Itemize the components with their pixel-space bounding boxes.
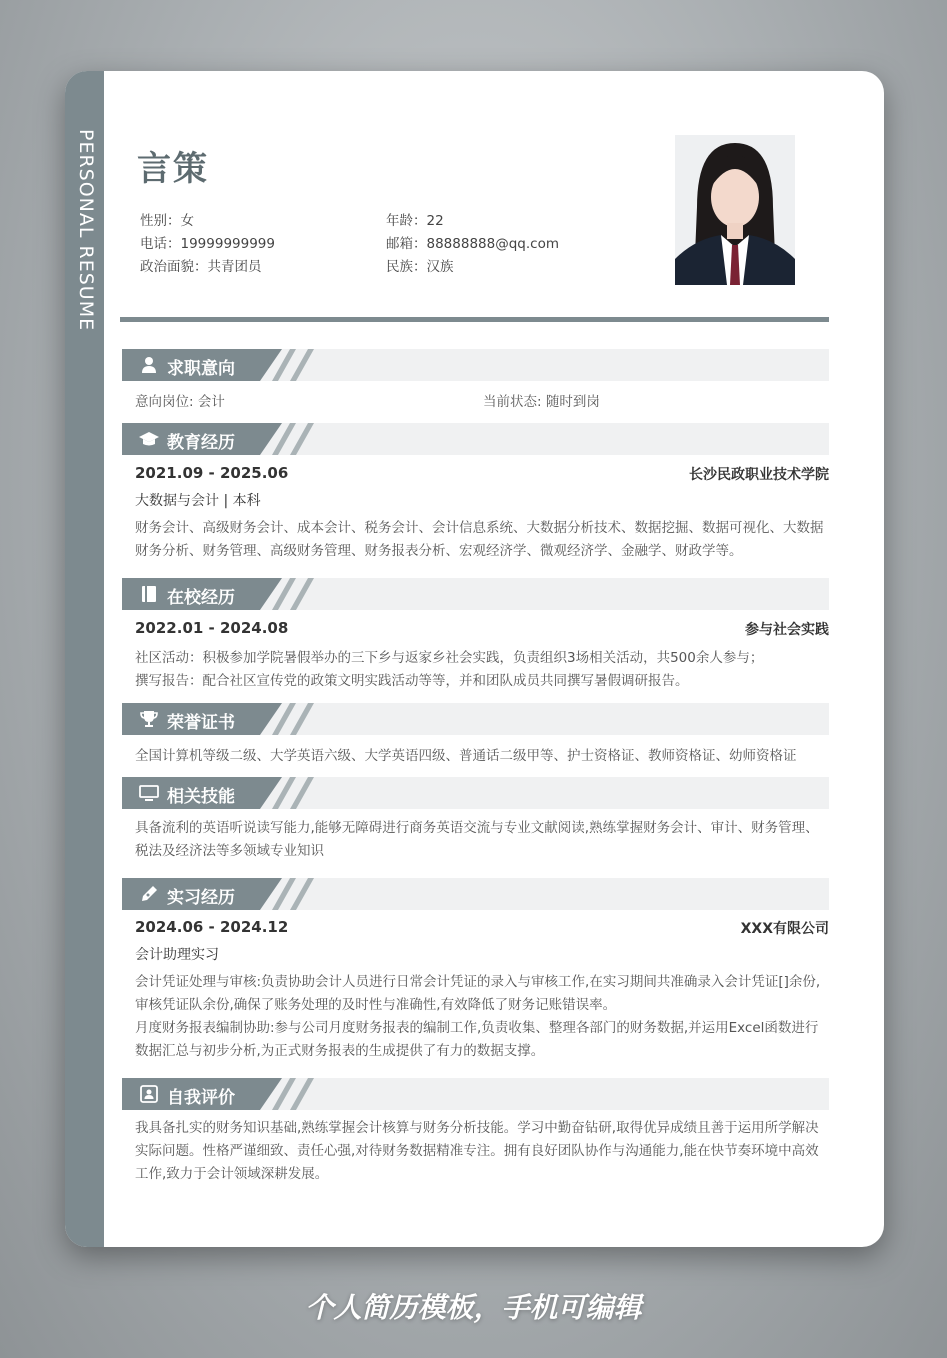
education-courses: 财务会计、高级财务会计、成本会计、税务会计、会计信息系统、大数据分析技术、数据挖掘、数据可视化、大数据财务分析、财务管理、高级财务管理、财务报表分析、宏观经济学、微观经济学、金融学、财政学等。	[135, 520, 824, 559]
monitor-icon	[139, 783, 159, 803]
internship-role: 会计助理实习	[135, 947, 219, 963]
campus-org: 参与社会实践	[745, 622, 829, 638]
book-icon	[139, 584, 159, 604]
section-title: 相关技能	[167, 787, 235, 807]
pen-nib-icon	[139, 884, 159, 904]
skills-text: 具备流利的英语听说读写能力,能够无障碍进行商务英语交流与专业文献阅读,熟练掌握财务会计、审计、财务管理、税法及经济法等多领域专业知识	[135, 820, 819, 859]
profile-photo	[675, 135, 795, 285]
education-date: 2021.09 - 2025.06	[135, 464, 289, 482]
section-stripe	[290, 423, 314, 455]
section-header-internship	[122, 878, 829, 910]
resume-card	[65, 71, 884, 1247]
age-field: 年龄：22	[386, 213, 444, 229]
internship-para-1: 会计凭证处理与审核:负责协助会计人员进行日常会计凭证的录入与审核工作,在实习期间共准确录入会计凭证[]余份,审核凭证队余份,确保了账务处理的及时性与准确性,有效降低了财务记账错误率。	[135, 974, 821, 1013]
section-header-education	[122, 423, 829, 455]
campus-line-2: 撰写报告：配合社区宣传党的政策文明实践活动等等，并和团队成员共同撰写暑假调研报告。	[135, 673, 689, 689]
honors-text: 全国计算机等级二级、大学英语六级、大学英语四级、普通话二级甲等、护士资格证、教师资格证、幼师资格证	[135, 748, 797, 764]
section-title: 实习经历	[167, 888, 235, 908]
side-bar	[65, 71, 104, 1247]
intent-position: 意向岗位: 会计	[135, 394, 225, 410]
header-divider	[120, 317, 829, 322]
section-title: 教育经历	[167, 433, 235, 453]
intent-status: 当前状态: 随时到岗	[483, 394, 600, 410]
campus-line-1: 社区活动：积极参加学院暑假举办的三下乡与返家乡社会实践，负责组织3场相关活动，共500余人参与；	[135, 650, 764, 666]
section-title: 求职意向	[167, 359, 235, 379]
gender-field: 性别：女	[140, 213, 194, 229]
email-field: 邮箱：88888888@qq.com	[386, 236, 559, 252]
candidate-name: 言策	[137, 149, 209, 189]
section-stripe	[290, 1078, 314, 1110]
graduation-cap-icon	[139, 429, 159, 449]
bottom-caption: 个人简历模板，手机可编辑	[305, 1291, 642, 1324]
section-stripe	[290, 777, 314, 809]
internship-para-2: 月度财务报表编制协助:参与公司月度财务报表的编制工作,负责收集、整理各部门的财务数据,并运用Excel函数进行数据汇总与初步分析,为正式财务报表的生成提供了有力的数据支撑。	[135, 1020, 819, 1059]
section-header-skills	[122, 777, 829, 809]
section-stripe	[290, 578, 314, 610]
person-icon	[139, 355, 159, 375]
campus-date: 2022.01 - 2024.08	[135, 619, 289, 637]
ethnicity-field: 民族：汉族	[386, 259, 454, 275]
internship-date: 2024.06 - 2024.12	[135, 918, 289, 936]
section-stripe	[290, 878, 314, 910]
education-school: 长沙民政职业技术学院	[689, 467, 829, 483]
section-stripe	[290, 349, 314, 381]
section-stripe	[290, 703, 314, 735]
id-card-icon	[139, 1084, 159, 1104]
section-title: 自我评价	[167, 1088, 235, 1108]
section-title: 荣誉证书	[167, 713, 235, 733]
phone-field: 电话：19999999999	[140, 236, 275, 252]
education-major: 大数据与会计 | 本科	[135, 493, 261, 509]
side-label: PERSONAL RESUME	[75, 129, 97, 332]
internship-org: XXX有限公司	[740, 921, 829, 937]
section-header-intent	[122, 349, 829, 381]
section-header-self-eval	[122, 1078, 829, 1110]
section-header-campus	[122, 578, 829, 610]
politics-field: 政治面貌：共青团员	[140, 259, 262, 275]
self-eval-text: 我具备扎实的财务知识基础,熟练掌握会计核算与财务分析技能。学习中勤奋钻研,取得优异成绩且善于运用所学解决实际问题。性格严谨细致、责任心强,对待财务数据精准专注。拥有良好团队协作与沟通能力,能在快节奏环境中高效工作,致力于会计领域深耕发展。	[135, 1120, 819, 1182]
trophy-icon	[139, 709, 159, 729]
section-title: 在校经历	[167, 588, 235, 608]
section-header-honors	[122, 703, 829, 735]
